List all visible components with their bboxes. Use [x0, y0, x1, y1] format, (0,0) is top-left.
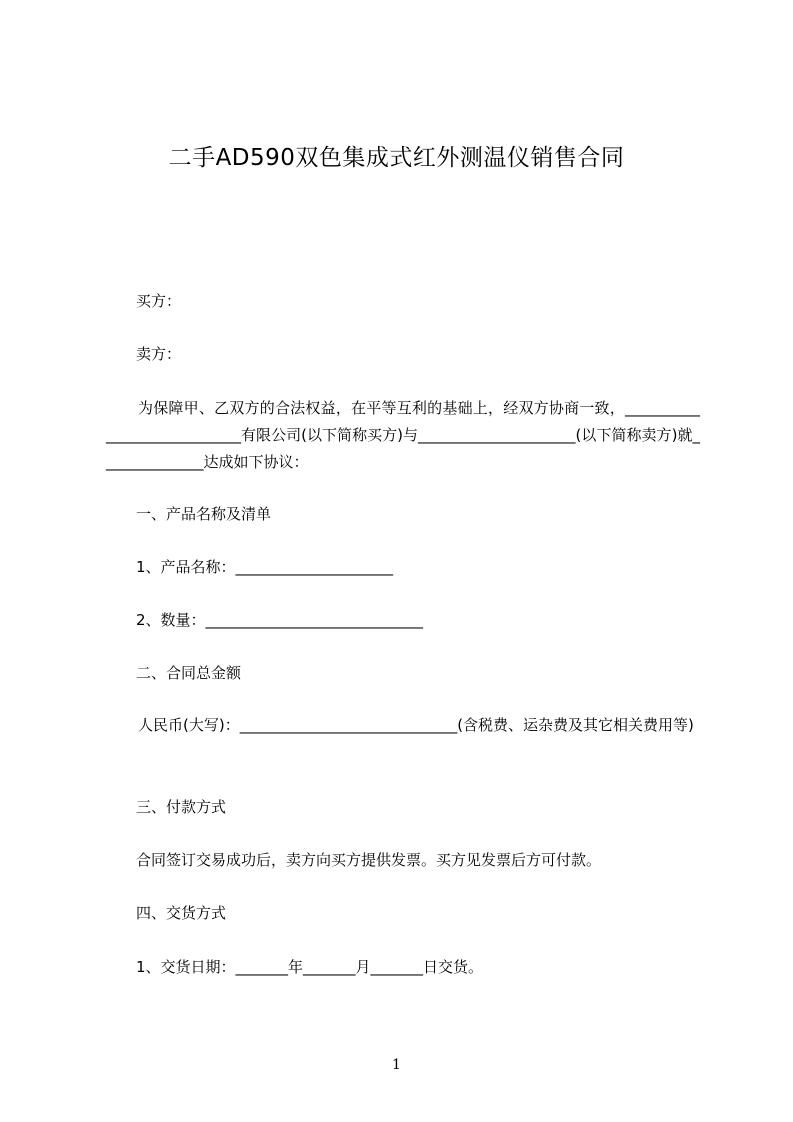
product-name-line: 1、产品名称：_____________________ [136, 558, 394, 576]
payment-text: 合同签订交易成功后，卖方向买方提供发票。买方见发票后方可付款。 [136, 851, 602, 869]
seller-label: 卖方： [136, 345, 182, 363]
quantity-line: 2、数量：_____________________________ [136, 611, 424, 629]
section-3-heading: 三、付款方式 [136, 798, 227, 816]
section-1-heading: 一、产品名称及清单 [136, 505, 272, 523]
delivery-date-line: 1、交货日期：_______年_______月_______日交货。 [136, 958, 484, 976]
page-number: 1 [392, 1057, 401, 1073]
buyer-label: 买方： [136, 292, 182, 310]
intro-paragraph: 为保障甲、乙双方的合法权益，在平等互利的基础上，经双方协商一致，____________________________有限公司(以下简称买方)与_____________________(以下简称卖方)就______________达成如下协议： [106, 399, 700, 471]
section-2-heading: 二、合同总金额 [136, 664, 242, 682]
document-title: 二手AD590双色集成式红外测温仪销售合同 [168, 145, 625, 171]
section-4-heading: 四、交货方式 [136, 904, 227, 922]
amount-paragraph: 人民币(大写)：_____________________________(含税费、运杂费及其它相关费用等) [138, 716, 694, 734]
